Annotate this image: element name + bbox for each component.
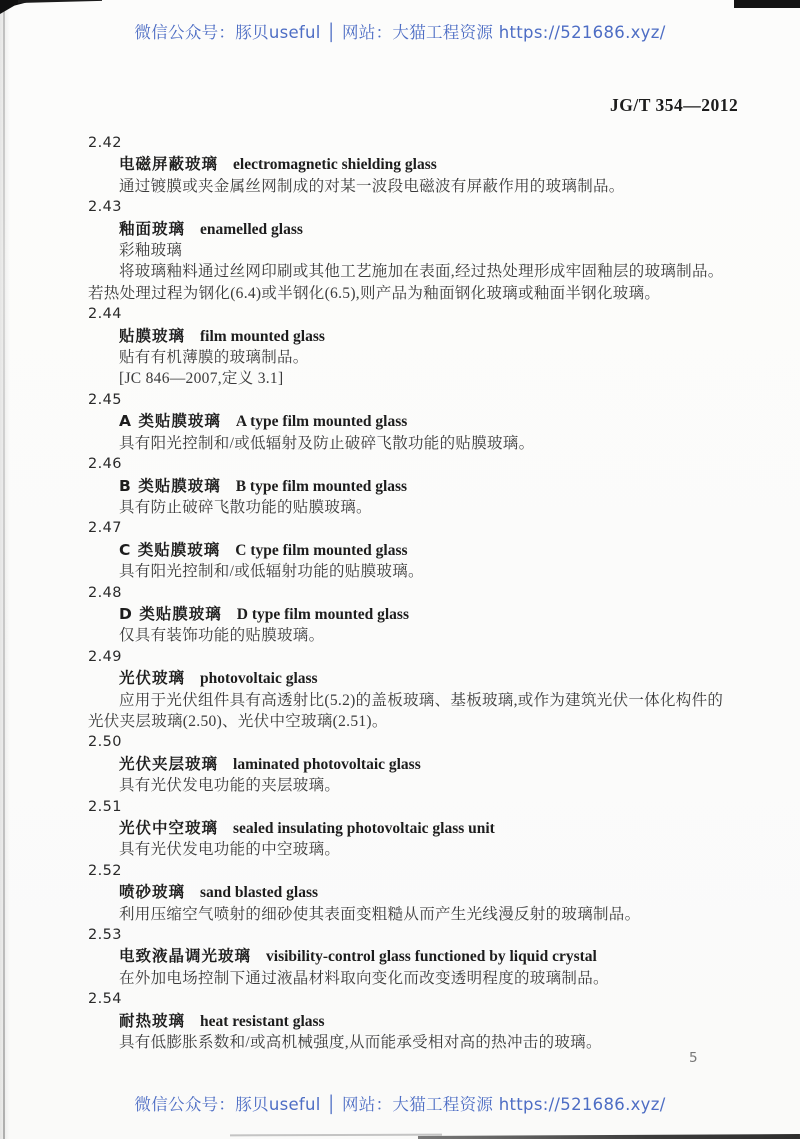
term-section: [88, 989, 738, 1053]
term-english: sealed insulating photovoltaic glass unit: [233, 820, 495, 837]
term-definition: 将玻璃釉料通过丝网印刷或其他工艺施加在表面,经过热处理形成牢固釉层的玻璃制品。若热处理过程为钢化(6.4)或半钢化(6.5),则产品为釉面钢化玻璃或釉面半钢化玻璃。: [88, 263, 724, 302]
term-line: [119, 1011, 738, 1032]
scan-artifact-left-edge-line: [3, 0, 5, 1139]
term-definition: 应用于光伏组件具有高透射比(5.2)的盖板玻璃、基板玻璃,或作为建筑光伏一体化构件的光伏夹层玻璃(2.50)、光伏中空玻璃(2.51)。: [88, 691, 724, 730]
term-definition: 具有光伏发电功能的夹层玻璃。: [119, 777, 341, 795]
term-chinese: A 类贴膜玻璃: [119, 412, 221, 431]
term-chinese: 电磁屏蔽玻璃: [119, 155, 219, 174]
term-line: [119, 219, 738, 240]
term-line: [119, 411, 738, 432]
term-section: [88, 797, 738, 861]
term-definition: 贴有有机薄膜的玻璃制品。: [119, 349, 309, 367]
term-line: [119, 946, 738, 967]
term-chinese: D 类贴膜玻璃: [119, 604, 222, 623]
term-chinese: 釉面玻璃: [119, 219, 186, 238]
term-section: [88, 732, 738, 796]
term-line: [119, 818, 738, 839]
section-number: 2.49: [88, 648, 122, 665]
scan-artifact-top-left-corner: [0, 0, 36, 14]
term-english: D type film mounted glass: [236, 605, 409, 623]
section-number: 2.52: [88, 862, 122, 879]
term-english: A type film mounted glass: [235, 413, 408, 431]
scan-artifact-bottom-light-line: [230, 1134, 442, 1137]
scan-artifact-top-right-bar: [734, 0, 800, 8]
term-english: enamelled glass: [200, 220, 303, 238]
section-number: 2.47: [88, 520, 122, 537]
term-english: electromagnetic shielding glass: [233, 156, 437, 174]
term-definition: 具有光伏发电功能的中空玻璃。: [119, 841, 341, 859]
term-chinese: 光伏中空玻璃: [119, 819, 219, 837]
source-note: [JC 846—2007,定义 3.1]: [119, 370, 284, 388]
term-line: [119, 754, 738, 775]
term-definition: 具有阳光控制和/或低辐射及防止破碎飞散功能的贴膜玻璃。: [119, 434, 535, 452]
term-line: [119, 326, 738, 347]
section-number: 2.44: [88, 306, 122, 323]
document-code: JG/T 354—2012: [610, 95, 739, 115]
term-english: visibility-control glass functioned by liquid crystal: [266, 948, 597, 966]
term-line: [119, 668, 738, 689]
footer-watermark: 微信公众号：豚贝useful │ 网站：大猫工程资源 https://521686.xyz/: [134, 1095, 666, 1114]
term-line: [119, 476, 738, 497]
term-line: [119, 154, 738, 175]
section-number: 2.50: [88, 734, 122, 751]
section-number: 2.48: [88, 584, 122, 601]
term-chinese: 耐热玻璃: [119, 1011, 186, 1030]
term-english: C type film mounted glass: [235, 541, 408, 559]
term-section: [88, 647, 738, 733]
term-definition: 通过镀膜或夹金属丝网制成的对某一波段电磁波有屏蔽作用的玻璃制品。: [119, 177, 625, 195]
term-section: [88, 925, 738, 989]
term-section: [88, 518, 738, 582]
term-chinese: C 类贴膜玻璃: [119, 540, 221, 559]
term-alias: 彩釉玻璃: [119, 242, 183, 260]
term-section: [88, 197, 738, 304]
term-chinese: B 类贴膜玻璃: [119, 476, 221, 495]
section-number: 2.54: [88, 991, 122, 1008]
term-line: [119, 540, 738, 561]
term-definition: 具有低膨胀系数和/或高机械强度,从而能承受相对高的热冲击的玻璃。: [119, 1034, 602, 1052]
term-definition: 仅具有装饰功能的贴膜玻璃。: [119, 627, 325, 645]
term-chinese: 贴膜玻璃: [119, 326, 186, 345]
section-number: 2.53: [88, 927, 122, 944]
header-watermark: 微信公众号：豚贝useful │ 网站：大猫工程资源 https://521686.xyz/: [134, 23, 666, 42]
section-number: 2.43: [88, 199, 122, 216]
term-definition: 具有防止破碎飞散功能的贴膜玻璃。: [119, 498, 372, 516]
term-section: [88, 390, 738, 454]
scan-artifact-top-edge-line: [18, 0, 102, 3]
term-definition: 在外加电场控制下通过液晶材料取向变化而改变透明程度的玻璃制品。: [119, 969, 609, 987]
term-english: laminated photovoltaic glass: [233, 755, 421, 773]
section-number: 2.46: [88, 456, 122, 473]
scan-artifact-bottom-dark-bar: [418, 1134, 800, 1139]
term-section: [88, 133, 738, 197]
term-english: B type film mounted glass: [235, 477, 408, 495]
scan-artifact-left-shadow: [0, 0, 10, 1139]
term-english: photovoltaic glass: [200, 670, 318, 688]
term-section: [88, 304, 738, 390]
term-line: [119, 882, 738, 903]
term-english: heat resistant glass: [200, 1012, 325, 1030]
section-number: 2.42: [88, 135, 122, 151]
term-section: [88, 861, 738, 925]
term-section: [88, 454, 738, 518]
term-english: sand blasted glass: [200, 884, 319, 902]
section-number: 2.51: [88, 798, 122, 815]
section-number: 2.45: [88, 391, 122, 408]
term-line: [119, 604, 738, 625]
term-chinese: 光伏玻璃: [119, 669, 186, 688]
term-definition: 具有阳光控制和/或低辐射功能的贴膜玻璃。: [119, 563, 424, 581]
terms-list: [88, 133, 738, 1053]
term-section: [88, 583, 738, 647]
term-chinese: 光伏夹层玻璃: [119, 754, 219, 773]
page-number: 5: [689, 1050, 698, 1066]
term-english: film mounted glass: [200, 327, 325, 345]
term-chinese: 喷砂玻璃: [119, 883, 186, 902]
term-chinese: 电致液晶调光玻璃: [119, 947, 252, 966]
term-definition: 利用压缩空气喷射的细砂使其表面变粗糙从而产生光线漫反射的玻璃制品。: [119, 905, 641, 923]
